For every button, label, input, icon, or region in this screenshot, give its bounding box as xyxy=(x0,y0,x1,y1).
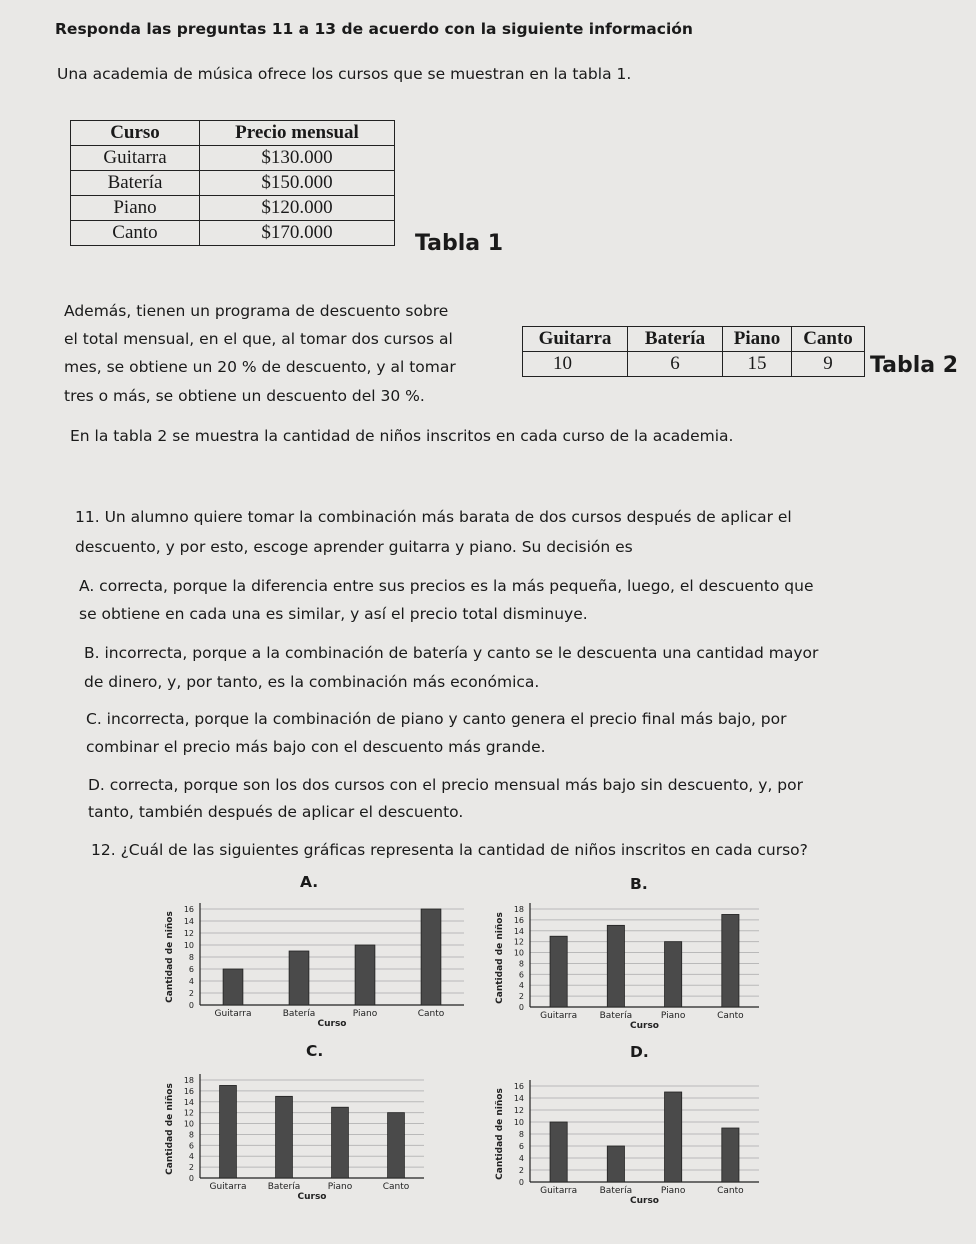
y-tick-label: 4 xyxy=(518,981,524,991)
table-cell: Guitarra xyxy=(71,146,200,171)
y-tick-label: 8 xyxy=(518,959,524,969)
bar xyxy=(607,1146,624,1182)
bar xyxy=(665,1092,682,1182)
discount-line-3: mes, se obtiene un 20 % de descuento, y al tomar xyxy=(64,358,456,376)
q11-option-a-line-2: se obtiene en cada una es similar, y así el precio total disminuye. xyxy=(79,605,588,623)
discount-line-1: Además, tienen un programa de descuento sobre xyxy=(64,302,449,320)
table-row xyxy=(71,196,395,221)
x-axis-label: Curso xyxy=(297,1192,327,1202)
bar xyxy=(607,925,624,1007)
y-axis-label: Cantidad de niños xyxy=(165,911,175,1003)
x-axis-label: Curso xyxy=(630,1196,659,1206)
table-1-label: Tabla 1 xyxy=(415,231,504,256)
table-2-description: En la tabla 2 se muestra la cantidad de niños inscritos en cada curso de la academia. xyxy=(70,427,734,445)
q11-option-c-line-1[interactable]: C. incorrecta, porque la combinación de piano y canto genera el precio final más bajo, por xyxy=(86,710,787,728)
bar xyxy=(220,1085,237,1178)
table-1-header-curso: Curso xyxy=(71,121,200,146)
y-tick-label: 2 xyxy=(188,1163,194,1173)
y-tick-label: 0 xyxy=(188,1174,194,1183)
chart-d[interactable] xyxy=(490,1072,765,1212)
x-tick-label: Batería xyxy=(599,1011,633,1021)
q11-option-d-line-2: tanto, también después de aplicar el descuento. xyxy=(88,803,464,821)
table-cell: Piano xyxy=(71,196,200,221)
x-tick-label: Canto xyxy=(717,1011,744,1021)
y-tick-label: 14 xyxy=(513,1094,524,1103)
x-tick-label: Guitarra xyxy=(214,1009,252,1019)
table-cell: $130.000 xyxy=(200,146,395,171)
y-tick-label: 12 xyxy=(183,929,194,938)
x-tick-label: Batería xyxy=(267,1182,301,1192)
y-tick-label: 12 xyxy=(513,1106,524,1115)
table-cell: 9 xyxy=(792,352,865,377)
chart-b-label[interactable]: B. xyxy=(630,875,648,893)
q11-option-b-line-2: de dinero, y, por tanto, es la combinación más económica. xyxy=(84,673,540,691)
y-tick-label: 18 xyxy=(183,1076,194,1085)
intro-text: Una academia de música ofrece los cursos que se muestran en la tabla 1. xyxy=(57,65,632,83)
table-2 xyxy=(522,326,865,377)
y-tick-label: 16 xyxy=(513,915,524,925)
table-1 xyxy=(70,120,395,246)
y-tick-label: 0 xyxy=(188,1001,194,1010)
bar xyxy=(550,936,567,1007)
chart-d-label[interactable]: D. xyxy=(630,1043,649,1061)
header-instruction: Responda las preguntas 11 a 13 de acuerdo con la siguiente información xyxy=(55,20,693,38)
q11-option-a-line-1[interactable]: A. correcta, porque la diferencia entre sus precios es la más pequeña, luego, el descuento que xyxy=(79,577,814,595)
y-tick-label: 14 xyxy=(513,926,524,936)
q11-stem-line-2: descuento, y por esto, escoge aprender guitarra y piano. Su decisión es xyxy=(75,538,633,556)
bar xyxy=(332,1107,349,1178)
q12-stem: 12. ¿Cuál de las siguientes gráficas representa la cantidad de niños inscritos en cada curso? xyxy=(91,841,808,859)
x-tick-label: Piano xyxy=(660,1011,686,1021)
table-1-header-precio: Precio mensual xyxy=(200,121,395,146)
chart-a-label[interactable]: A. xyxy=(300,873,319,891)
x-tick-label: Guitarra xyxy=(209,1182,247,1192)
bar xyxy=(276,1096,293,1178)
y-tick-label: 18 xyxy=(513,905,524,914)
y-tick-label: 14 xyxy=(183,1097,194,1107)
table-cell: Batería xyxy=(71,171,200,196)
y-tick-label: 6 xyxy=(188,1141,194,1151)
bar xyxy=(722,914,739,1007)
chart-b[interactable] xyxy=(490,895,765,1037)
y-axis-label: Cantidad de niños xyxy=(495,912,505,1004)
bar xyxy=(388,1113,405,1178)
y-tick-label: 8 xyxy=(518,1130,524,1139)
table-cell: $170.000 xyxy=(200,221,395,246)
y-tick-label: 8 xyxy=(188,953,194,962)
table-row xyxy=(523,327,865,352)
y-tick-label: 2 xyxy=(518,992,524,1002)
q11-option-d-line-1[interactable]: D. correcta, porque son los dos cursos con el precio mensual más bajo sin descuento, y, por xyxy=(88,776,804,794)
table-row xyxy=(71,171,395,196)
x-axis-label: Curso xyxy=(317,1019,347,1029)
y-tick-label: 4 xyxy=(518,1154,524,1163)
discount-line-2: el total mensual, en el que, al tomar dos cursos al xyxy=(64,330,453,348)
bar xyxy=(550,1122,567,1182)
table-2-header: Piano xyxy=(723,327,792,352)
bar xyxy=(722,1128,739,1182)
table-cell: 15 xyxy=(723,352,792,377)
y-tick-label: 16 xyxy=(183,905,194,914)
x-tick-label: Guitarra xyxy=(540,1011,578,1021)
chart-a[interactable] xyxy=(160,895,470,1035)
chart-c[interactable] xyxy=(160,1066,430,1208)
q11-option-c-line-2: combinar el precio más bajo con el descuento más grande. xyxy=(86,738,546,756)
y-tick-label: 12 xyxy=(513,937,524,947)
table-cell: Canto xyxy=(71,221,200,246)
y-tick-label: 4 xyxy=(188,1152,194,1162)
y-tick-label: 14 xyxy=(183,917,194,926)
y-tick-label: 6 xyxy=(188,965,194,974)
y-tick-label: 8 xyxy=(188,1130,194,1140)
table-cell: $120.000 xyxy=(200,196,395,221)
table-2-label: Tabla 2 xyxy=(870,353,959,378)
y-tick-label: 12 xyxy=(183,1108,194,1118)
y-tick-label: 0 xyxy=(518,1003,524,1012)
y-tick-label: 0 xyxy=(518,1178,524,1187)
x-tick-label: Piano xyxy=(327,1182,353,1192)
q11-stem-line-1: 11. Un alumno quiere tomar la combinación más barata de dos cursos después de aplicar el xyxy=(75,508,792,526)
y-tick-label: 4 xyxy=(188,977,194,986)
y-tick-label: 16 xyxy=(513,1082,524,1091)
x-tick-label: Guitarra xyxy=(540,1186,578,1196)
y-axis-label: Cantidad de niños xyxy=(165,1083,175,1175)
x-tick-label: Canto xyxy=(717,1186,744,1196)
x-tick-label: Batería xyxy=(282,1009,316,1019)
y-axis-label: Cantidad de niños xyxy=(495,1088,505,1180)
bar xyxy=(223,969,243,1005)
x-tick-label: Canto xyxy=(417,1009,445,1019)
table-2-header: Guitarra xyxy=(523,327,628,352)
table-cell: 10 xyxy=(523,352,628,377)
table-row xyxy=(71,146,395,171)
discount-line-4: tres o más, se obtiene un descuento del 30 %. xyxy=(64,387,425,405)
y-tick-label: 10 xyxy=(183,941,194,950)
y-tick-label: 10 xyxy=(513,1118,524,1127)
table-row xyxy=(71,221,395,246)
x-tick-label: Piano xyxy=(660,1186,686,1196)
y-tick-label: 2 xyxy=(188,989,194,998)
bar xyxy=(421,909,441,1005)
table-2-header: Batería xyxy=(628,327,723,352)
y-tick-label: 2 xyxy=(518,1166,524,1175)
y-tick-label: 10 xyxy=(513,948,524,958)
table-2-header: Canto xyxy=(792,327,865,352)
bar xyxy=(665,942,682,1007)
x-axis-label: Curso xyxy=(630,1021,659,1031)
chart-c-label[interactable]: C. xyxy=(306,1042,324,1060)
bar xyxy=(355,945,375,1005)
x-tick-label: Piano xyxy=(352,1009,378,1019)
table-cell: $150.000 xyxy=(200,171,395,196)
y-tick-label: 6 xyxy=(518,1142,524,1151)
y-tick-label: 10 xyxy=(183,1119,194,1129)
table-cell: 6 xyxy=(628,352,723,377)
y-tick-label: 6 xyxy=(518,970,524,980)
q11-option-b-line-1[interactable]: B. incorrecta, porque a la combinación de batería y canto se le descuenta una cantidad mayor xyxy=(84,644,819,662)
x-tick-label: Canto xyxy=(382,1182,410,1192)
y-tick-label: 16 xyxy=(183,1086,194,1096)
x-tick-label: Batería xyxy=(599,1186,633,1196)
bar xyxy=(289,951,309,1005)
table-row xyxy=(523,352,865,377)
